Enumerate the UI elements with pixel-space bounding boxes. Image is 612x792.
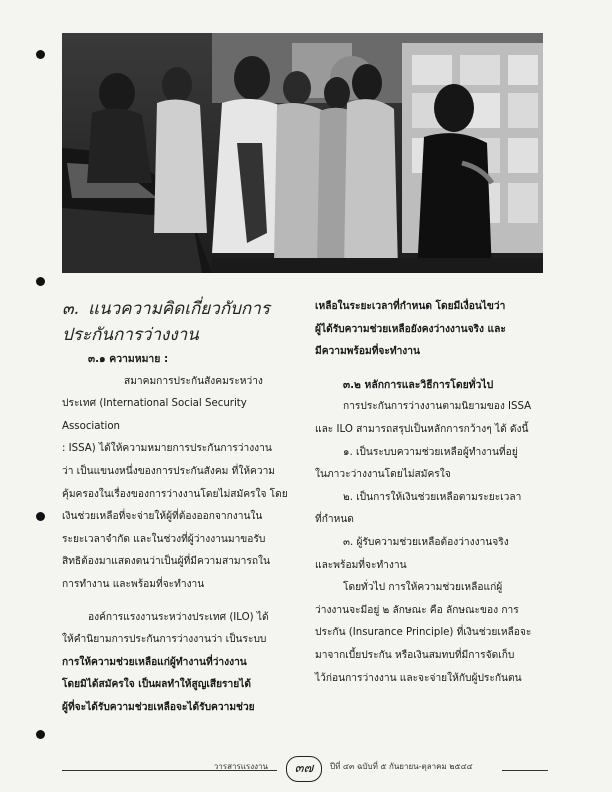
sub1-para1-line: : ISSA) ได้ให้ความหมายการประกันการว่างงาน	[62, 443, 272, 455]
left-column	[62, 296, 288, 720]
para-line: มาจากเบี้ยประกัน หรือเงินสมทบที่มีการจัดเก็บ	[315, 649, 515, 661]
para-line: ประกัน (Insurance Principle) ที่เงินช่วยเหลือจะ	[315, 627, 532, 639]
section-number: ๓.	[62, 299, 80, 319]
punch-hole-2	[36, 277, 45, 286]
punch-hole-4	[36, 730, 45, 739]
continuation-line: ผู้ได้รับความช่วยเหลือยังคงว่างงานจริง และ	[315, 323, 506, 335]
section-title-line1: แนวความคิดเกี่ยวกับการ	[88, 299, 270, 319]
sub1-para2-line: การให้ความช่วยเหลือแก่ผู้ทำงานที่ว่างงาน	[62, 656, 247, 668]
issue-info: ปีที่ ๔๓ ฉบับที่ ๕ กันยายน-ตุลาคม ๒๕๔๔	[330, 762, 473, 771]
punch-hole-1	[36, 50, 45, 59]
sub1-para1-line: สมาคมการประกันสังคมระหว่าง	[124, 375, 263, 387]
sub1-para1-line: คุ้มครองในเรื่องของการว่างงานโดยไม่สมัครใจ โดย	[62, 488, 288, 500]
sub2-intro-line: การประกันการว่างงานตามนิยามของ ISSA	[343, 401, 532, 413]
punch-hole-3	[36, 512, 45, 521]
para-line: โดยทั่วไป การให้ความช่วยเหลือแก่ผู้	[343, 582, 503, 594]
sub1-para1-line: ว่า เป็นแขนงหนึ่งของการประกันสังคม ที่ให้ความ	[62, 465, 276, 477]
continuation-line: มีความพร้อมที่จะทำงาน	[315, 346, 420, 358]
right-column	[315, 296, 547, 690]
para-line: ไว้ก่อนการว่างงาน และจะจ่ายให้กับผู้ประกันตน	[315, 672, 522, 684]
sub2-heading: ๓.๒ หลักการและวิธีการโดยทั่วไป	[343, 378, 494, 391]
para-line: ว่างงานจะมีอยู่ ๒ ลักษณะ คือ ลักษณะของ การ	[315, 604, 519, 616]
sub1-para1-line: การทำงาน และพร้อมที่จะทำงาน	[62, 578, 205, 590]
sub1-para1-line: ระยะเวลาจำกัด และในช่วงที่ผู้ว่างงานมาขอรับ	[62, 533, 266, 545]
principle-item-2-cont: ที่กำหนด	[315, 514, 354, 526]
sub2-intro-line: และ ILO สามารถสรุปเป็นหลักการกว้างๆ ได้ ดังนี้	[315, 423, 529, 435]
section-title-line2: ประกันการว่างงาน	[62, 325, 199, 345]
continuation-line: เหลือในระยะเวลาที่กำหนด โดยมีเงื่อนไขว่า	[315, 301, 506, 312]
principle-item-1-cont: ในภาวะว่างงานโดยไม่สมัครใจ	[315, 469, 451, 481]
principle-item-3: ๓. ผู้รับความช่วยเหลือต้องว่างงานจริง	[343, 536, 509, 548]
principle-item-1: ๑. เป็นระบบความช่วยเหลือผู้ทำงานที่อยู่	[343, 446, 518, 458]
principle-item-3-cont: และพร้อมที่จะทำงาน	[315, 559, 407, 571]
journal-name: วารสารแรงงาน	[213, 762, 268, 771]
sub1-para2-line: องค์การแรงงานระหว่างประเทศ (ILO) ได้	[88, 611, 269, 623]
section-heading	[62, 296, 288, 348]
sub1-heading: ๓.๑ ความหมาย :	[88, 353, 169, 365]
sub1-para2-line: ให้คำนิยามการประกันการว่างงานว่า เป็นระบบ	[62, 634, 267, 646]
sub1-para1-line: เงินช่วยเหลือที่จะจ่ายให้ผู้ที่ต้องออกจากงานใน	[62, 511, 263, 523]
footer-rule-right	[502, 770, 548, 771]
page-number: ๓๗	[286, 756, 322, 782]
sub1-para2-line: โดยมิได้สมัครใจ เป็นผลทำให้สูญเสียรายได้	[62, 679, 251, 691]
principle-item-2: ๒. เป็นการให้เงินช่วยเหลือตามระยะเวลา	[343, 491, 522, 503]
sub1-para1-line: สิทธิต้องมาแสดงตนว่าเป็นผู้ที่มีความสามารถใน	[62, 556, 270, 568]
sub1-para1-line: ประเทศ (International Social Security Association	[62, 398, 247, 432]
sub1-para2-line: ผู้ที่จะได้รับความช่วยเหลือจะได้รับความช่วย	[62, 701, 255, 713]
page-footer	[62, 760, 548, 780]
photo-people-reading-notices	[62, 33, 543, 273]
